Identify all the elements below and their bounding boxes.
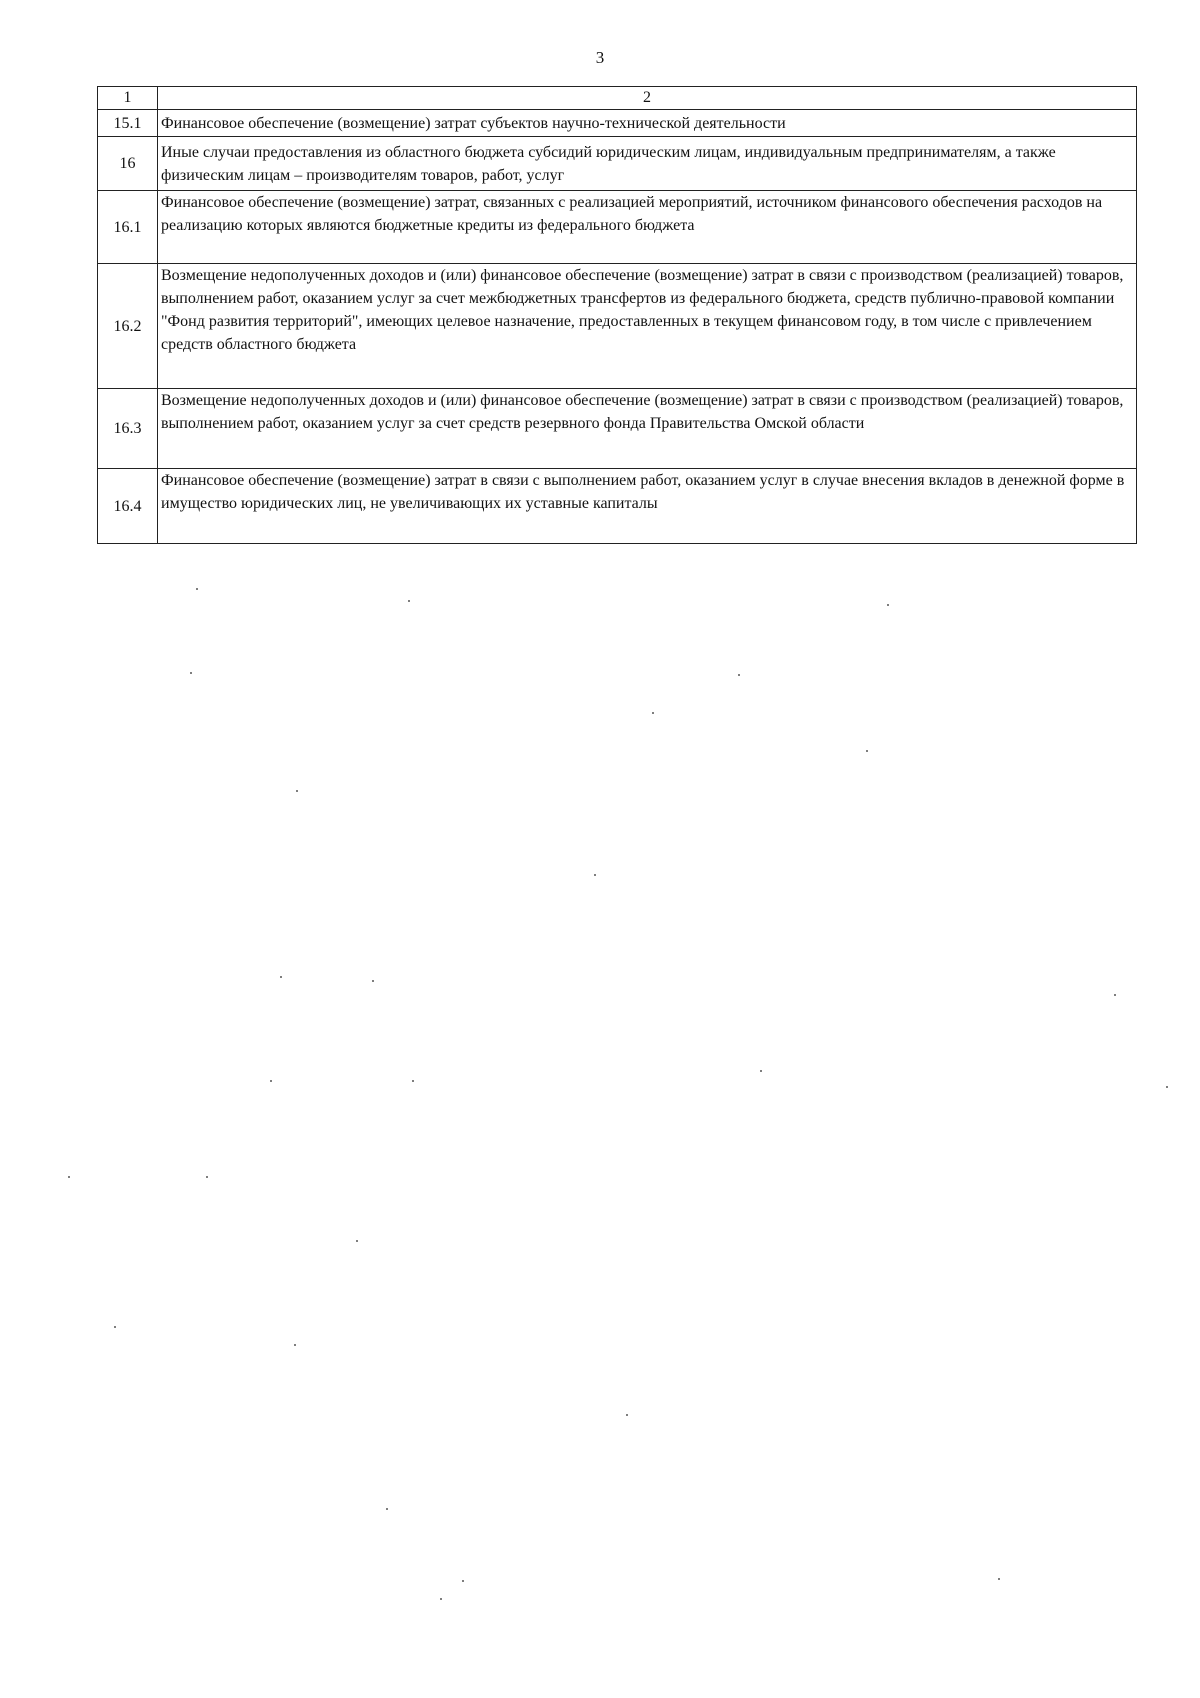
- row-number: 16.2: [98, 264, 158, 389]
- row-text: Финансовое обеспечение (возмещение) затрат субъектов научно-технической деятельности: [158, 110, 1137, 137]
- scan-speck: [296, 790, 298, 792]
- scan-speck: [626, 1414, 628, 1416]
- column-header-1: 1: [98, 87, 158, 110]
- scan-speck: [738, 674, 740, 676]
- row-text: Иные случаи предоставления из областного бюджета субсидий юридическим лицам, индивидуальным предпринимателям, а также физическим лицам – производителям товаров, работ, услуг: [158, 137, 1137, 191]
- table-header-row: [98, 87, 1137, 110]
- scan-speck: [386, 1508, 388, 1510]
- scan-speck: [68, 1176, 70, 1178]
- row-number: 15.1: [98, 110, 158, 137]
- table-row: [98, 191, 1137, 264]
- row-text: Возмещение недополученных доходов и (или) финансовое обеспечение (возмещение) затрат в связи с производством (реализацией) товаров, выполнением работ, оказанием услуг за счет межбюджетных трансфертов из федерального бюджета, средств публично-правовой компании "Фонд развития территорий", имеющих целевое назначение, предоставленных в текущем финансовом году, в том числе с привлечением средств областного бюджета: [158, 264, 1137, 389]
- row-text: Возмещение недополученных доходов и (или) финансовое обеспечение (возмещение) затрат в связи с производством (реализацией) товаров, выполнением работ, оказанием услуг за счет средств резервного фонда Правительства Омской области: [158, 389, 1137, 469]
- page-number: 3: [595, 48, 605, 67]
- scan-speck: [412, 1080, 414, 1082]
- table-row: [98, 264, 1137, 389]
- scan-speck: [270, 1080, 272, 1082]
- scan-speck: [408, 600, 410, 602]
- table-row: [98, 137, 1137, 191]
- scan-speck: [594, 874, 596, 876]
- row-number: 16.4: [98, 469, 158, 544]
- scan-speck: [1114, 994, 1116, 996]
- scan-speck: [652, 712, 654, 714]
- scan-speck: [196, 588, 198, 590]
- scan-speck: [760, 1070, 762, 1072]
- scan-speck: [998, 1578, 1000, 1580]
- table-row: [98, 110, 1137, 137]
- scan-speck: [114, 1326, 116, 1328]
- scan-speck: [206, 1176, 208, 1178]
- scan-speck: [440, 1598, 442, 1600]
- scan-speck: [356, 1240, 358, 1242]
- scan-speck: [294, 1344, 296, 1346]
- row-text: Финансовое обеспечение (возмещение) затрат, связанных с реализацией мероприятий, источником финансового обеспечения расходов на реализацию которых являются бюджетные кредиты из федерального бюджета: [158, 191, 1137, 264]
- subsidy-table: [97, 86, 1137, 544]
- scan-speck: [887, 604, 889, 606]
- scan-speck: [1166, 1086, 1168, 1088]
- table-row: [98, 469, 1137, 544]
- scan-speck: [190, 672, 192, 674]
- scan-speck: [866, 750, 868, 752]
- scan-speck: [372, 980, 374, 982]
- scan-speck: [280, 976, 282, 978]
- row-number: 16: [98, 137, 158, 191]
- table-row: [98, 389, 1137, 469]
- column-header-2: 2: [158, 87, 1137, 110]
- row-text: Финансовое обеспечение (возмещение) затрат в связи с выполнением работ, оказанием услуг в случае внесения вкладов в денежной форме в имущество юридических лиц, не увеличивающих их уставные капиталы: [158, 469, 1137, 544]
- scan-speck: [462, 1580, 464, 1582]
- row-number: 16.1: [98, 191, 158, 264]
- row-number: 16.3: [98, 389, 158, 469]
